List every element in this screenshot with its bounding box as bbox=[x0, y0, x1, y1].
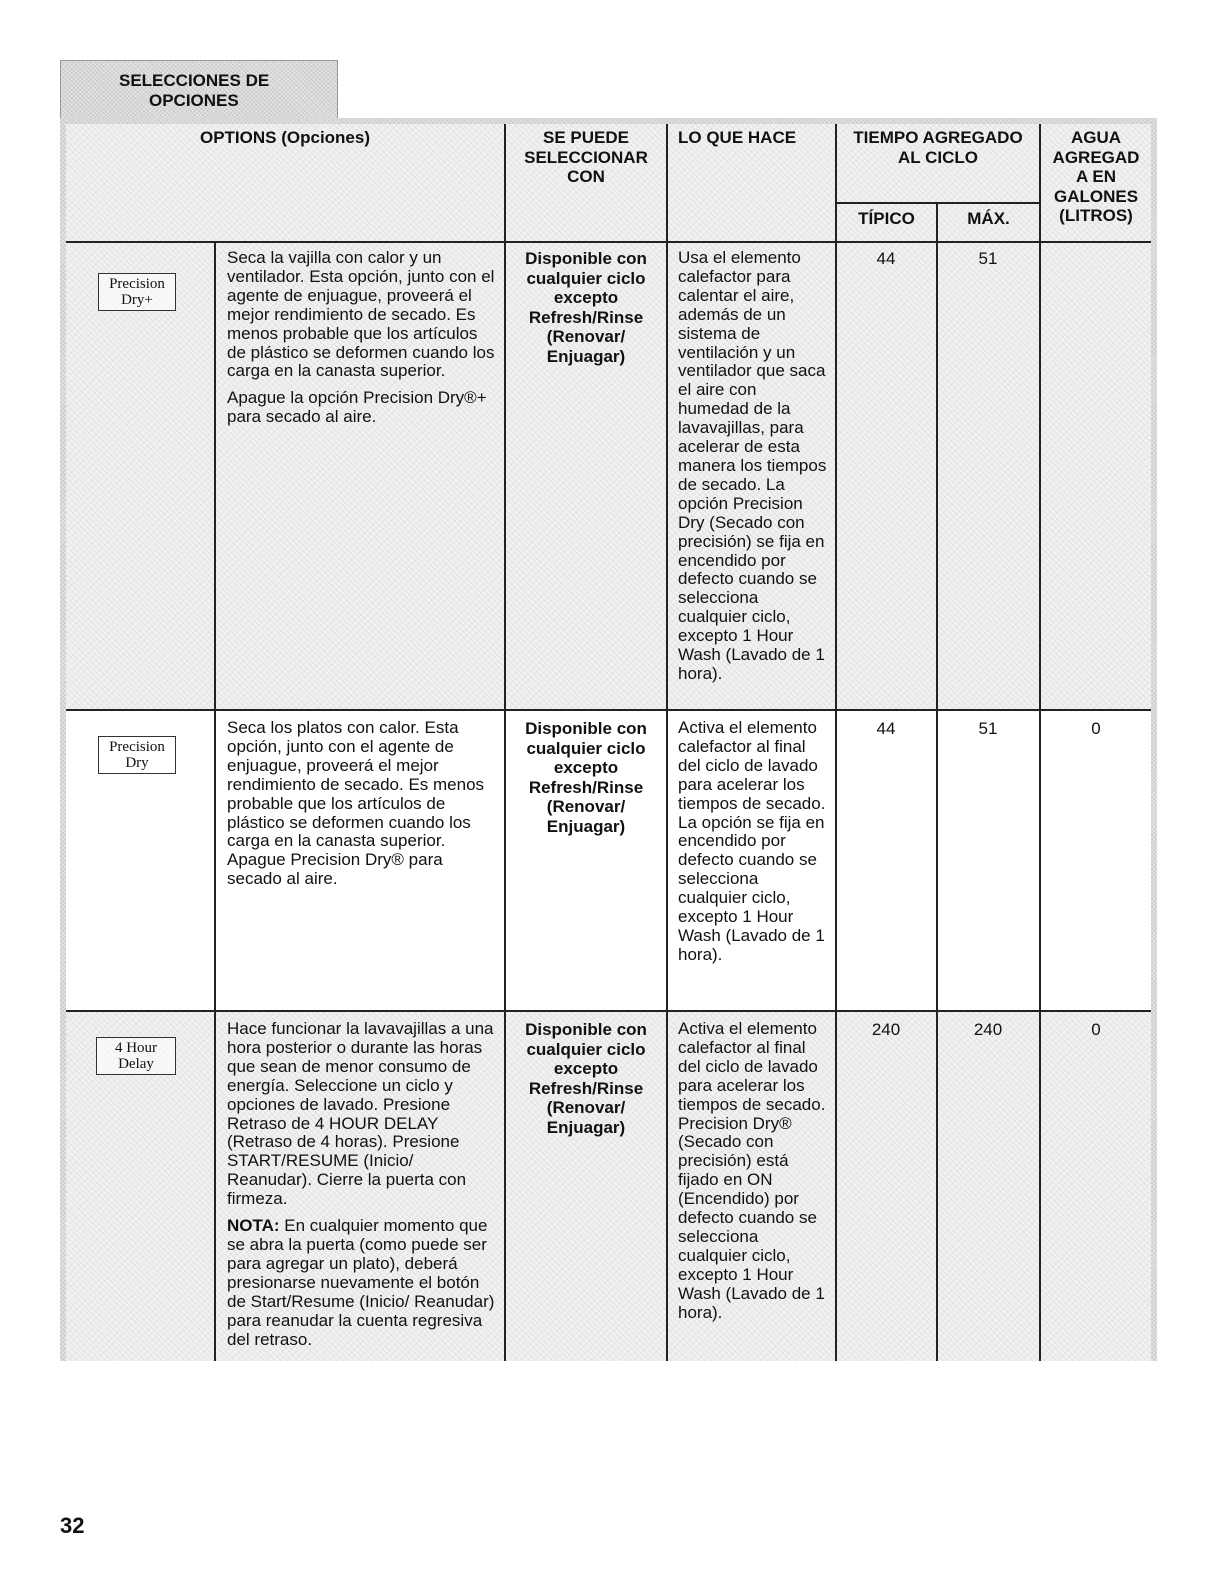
divider bbox=[936, 203, 938, 1361]
row1-what-it-does: Usa el elemento calefactor para calentar el aire, además de un sistema de ventilación y un ventilador que saca el aire con humedad de la lavavajillas, para acelerar de esta manera los tiempos de secado. La opción Precision Dry (Secado con precisión) se fija en encendido por defecto cuando se selecciona cualquier ciclo, excepto 1 Hour Wash (Lavado de 1 hora). bbox=[678, 248, 827, 683]
row3-what-it-does: Activa el elemento calefactor al final del ciclo de lavado para acelerar los tiempos de secado. Precision Dry® (Secado con precisión) está fijado en ON (Encendido) por defecto cuando se selecciona cualquier ciclo, excepto 1 Hour Wash (Lavado de 1 hora). bbox=[678, 1019, 826, 1322]
table-frame-left bbox=[60, 118, 66, 1361]
divider bbox=[66, 709, 1151, 711]
divider bbox=[836, 202, 1040, 204]
row1-typical: 44 bbox=[876, 249, 896, 268]
divider bbox=[66, 1010, 1151, 1012]
page-number: 32 bbox=[60, 1513, 85, 1538]
header-max: MÁX. bbox=[967, 209, 1010, 228]
row1-available: Disponible con cualquier ciclo excepto Refresh/Rinse (Renovar/ Enjuagar) bbox=[525, 249, 647, 366]
row1-description: Seca la vajilla con calor y un ventilador. Esta opción, junto con el agente de enjuague, proveerá el mejor rendimiento de secado. Es menos probable que los artículos de plástico se deformen cuando los carga en la canasta superior. Apague la opción Precision Dry®+ para secado al aire. bbox=[227, 248, 495, 427]
divider bbox=[835, 124, 837, 1361]
header-agua: AGUA AGREGAD A EN GALONES (LITROS) bbox=[1052, 128, 1140, 225]
row3-description: Hace funcionar la lavavajillas a una hora posterior o durante las horas que sean de menor consumo de energía. Seleccione un ciclo y opciones de lavado. Presione Retraso de 4 HOUR DELAY (Retraso de 4 horas). Presione START/RESUME (Inicio/ Reanudar). Cierre la puerta con firmeza. NOTA: En cualquier momento que se abra la puerta (como puede ser para agregar un plato), deberá presionarse nuevamente el botón de Start/Resume (Inicio/ Reanudar) para reanudar la cuenta regresiva del retraso. bbox=[227, 1019, 495, 1349]
divider bbox=[666, 124, 668, 1361]
header-tiempo: TIEMPO AGREGADO AL CICLO bbox=[853, 128, 1023, 167]
row1-max: 51 bbox=[978, 249, 998, 268]
row2-available: Disponible con cualquier ciclo excepto Refresh/Rinse (Renovar/ Enjuagar) bbox=[525, 719, 647, 836]
row3-water: 0 bbox=[1091, 1020, 1101, 1039]
row2-water: 0 bbox=[1091, 719, 1101, 738]
precision-dry-plus-button-icon: Precision Dry+ bbox=[98, 273, 176, 311]
four-hour-delay-button-icon: 4 Hour Delay bbox=[96, 1037, 176, 1075]
precision-dry-button-icon: Precision Dry bbox=[98, 736, 176, 774]
row3-max: 240 bbox=[973, 1020, 1003, 1039]
header-tipico: TÍPICO bbox=[858, 209, 915, 228]
row2-max: 51 bbox=[978, 719, 998, 738]
header-se-puede: SE PUEDE SELECCIONAR CON bbox=[524, 128, 648, 186]
divider bbox=[214, 242, 216, 1361]
note-text: En cualquier momento que se abra la puerta (como puede ser para agregar un plato), deberá presionarse nuevamente el botón de Start/Resume (Inicio/ Reanudar) para reanudar la cuenta regresiva del retraso. bbox=[227, 1216, 495, 1349]
table-frame-right bbox=[1151, 118, 1157, 1361]
row2-what-it-does: Activa el elemento calefactor al final del ciclo de lavado para acelerar los tiempos de secado. La opción se fija en encendido por defecto cuando se selecciona cualquier ciclo, excepto 1 Hour Wash (Lavado de 1 hora). bbox=[678, 718, 826, 964]
divider bbox=[66, 241, 1151, 243]
section-tab-line1: SELECCIONES DE bbox=[119, 71, 270, 90]
table-frame-top bbox=[60, 118, 1157, 124]
row2-description: Seca los platos con calor. Esta opción, junto con el agente de enjuague, proveerá el mejor rendimiento de secado. Es menos probable que los artículos de plástico se deformen cuando los carga en la canasta superior. Apague Precision Dry® para secado al aire. bbox=[227, 718, 485, 889]
note-label: NOTA: bbox=[227, 1216, 280, 1236]
row3-typical: 240 bbox=[871, 1020, 901, 1039]
section-tab-line2: OPCIONES bbox=[149, 91, 239, 110]
row2-typical: 44 bbox=[876, 719, 896, 738]
section-tab bbox=[60, 60, 338, 118]
header-lo-que-hace: LO QUE HACE bbox=[678, 128, 797, 147]
header-options: OPTIONS (Opciones) bbox=[199, 128, 371, 147]
divider bbox=[1039, 124, 1041, 1361]
row3-available: Disponible con cualquier ciclo excepto Refresh/Rinse (Renovar/ Enjuagar) bbox=[525, 1020, 647, 1137]
